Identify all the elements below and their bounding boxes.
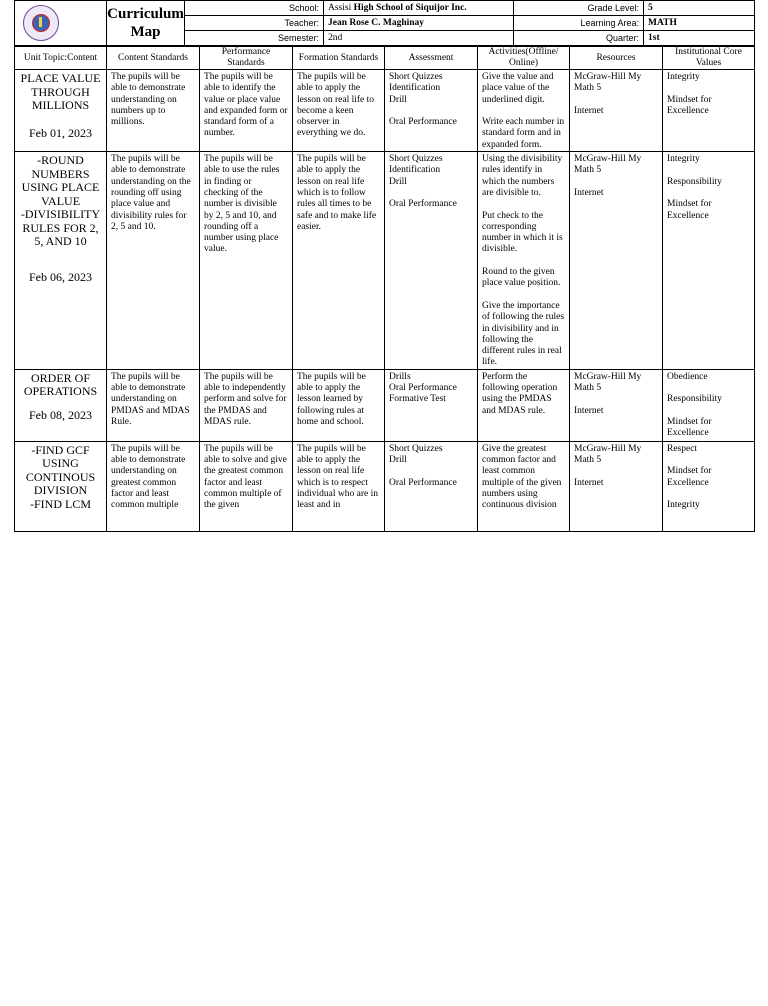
formation-standards-cell: The pupils will be able to apply the lesson learned by following rules at home and school. [293, 369, 385, 441]
assessment-cell: Short Quizzes Identification Drill Oral Performance [385, 152, 478, 370]
activities-cell: Give the value and place value of the underlined digit. Write each number in standard form and in expanded form. [478, 70, 570, 152]
performance-standards-cell: The pupils will be able to use the rules in finding or checking of the number is divisible by 2, 5 and 10, and rounding off a number using place value. [200, 152, 293, 370]
column-header: Assessment [385, 47, 478, 70]
document-header [14, 0, 755, 46]
teacher-label: Teacher: [185, 16, 324, 31]
column-header: Performance Standards [200, 47, 293, 70]
resources-cell: McGraw-Hill My Math 5 Internet [570, 441, 663, 531]
curriculum-table [14, 46, 755, 532]
curriculum-map-document [14, 0, 754, 511]
activities-cell: Using the divisibility rules identify in which the numbers are divisible to. Put check to the corresponding number in which it is divisible. Round to the given place value position. Give the importance of following the rules in divisibility and in following the different rules in real life. [478, 152, 570, 370]
unit-topic-cell [15, 441, 107, 531]
table-row [15, 152, 755, 370]
page-title: Curriculum Map [107, 1, 185, 46]
table-header-row [15, 47, 755, 70]
unit-date: Feb 01, 2023 [29, 125, 92, 140]
core-values-cell: Respect Mindset for Excellence Integrity [663, 441, 755, 531]
column-header: Activities(Offline/ Online) [478, 47, 570, 70]
formation-standards-cell: The pupils will be able to apply the lesson on real life which is to follow rules all times to be safe and to make life easier. [293, 152, 385, 370]
assessment-cell: Short Quizzes Drill Oral Performance [385, 441, 478, 531]
core-values-cell: Integrity Mindset for Excellence [663, 70, 755, 152]
column-header: Resources [570, 47, 663, 70]
unit-date: Feb 06, 2023 [29, 269, 92, 284]
content-standards-cell: The pupils will be able to demonstrate understanding on the rounding off using place value and divisibility rules for 2, 5 and 10. [107, 152, 200, 370]
formation-standards-cell: The pupils will be able to apply the lesson on real life which is to respect individual who are in least and in [293, 441, 385, 531]
content-standards-cell: The pupils will be able to demonstrate understanding on numbers up to millions. [107, 70, 200, 152]
table-row [15, 70, 755, 152]
learning-area-label: Learning Area: [514, 16, 644, 31]
school-value: Assisi High School of Siquijor Inc. [324, 1, 514, 16]
table-row [15, 369, 755, 441]
grade-level-value: 5 [644, 1, 755, 16]
performance-standards-cell: The pupils will be able to independently perform and solve for the PMDAS and MDAS rule. [200, 369, 293, 441]
table-row [15, 441, 755, 531]
school-label: School: [185, 1, 324, 16]
quarter-value: 1st [644, 31, 755, 46]
assessment-cell: Short Quizzes Identification Drill Oral Performance [385, 70, 478, 152]
unit-topic-cell [15, 70, 107, 152]
unit-topic-cell [15, 152, 107, 370]
teacher-value: Jean Rose C. Maghinay [324, 16, 514, 31]
column-header: Institutional Core Values [663, 47, 755, 70]
resources-cell: McGraw-Hill My Math 5 Internet [570, 70, 663, 152]
assessment-cell: Drills Oral Performance Formative Test [385, 369, 478, 441]
core-values-cell: Obedience Responsibility Mindset for Excellence [663, 369, 755, 441]
grade-level-label: Grade Level: [514, 1, 644, 16]
semester-label: Semester: [185, 31, 324, 46]
resources-cell: McGraw-Hill My Math 5 Internet [570, 369, 663, 441]
content-standards-cell: The pupils will be able to demonstrate understanding on PMDAS and MDAS Rule. [107, 369, 200, 441]
unit-date: Feb 08, 2023 [29, 407, 92, 422]
logo-cell [15, 1, 107, 46]
unit-topic: PLACE VALUE THROUGH MILLIONS [20, 71, 101, 112]
unit-topic: ORDER OF OPERATIONS [23, 370, 98, 399]
activities-cell: Perform the following operation using the PMDAS and MDAS rule. [478, 369, 570, 441]
activities-cell: Give the greatest common factor and least common multiple of the given numbers using continuous division [478, 441, 570, 531]
core-values-cell: Integrity Responsibility Mindset for Excellence [663, 152, 755, 370]
performance-standards-cell: The pupils will be able to solve and give the greatest common factor and least common multiple of the given [200, 441, 293, 531]
deped-seal-icon [23, 5, 59, 41]
semester-value: 2nd [324, 31, 514, 46]
learning-area-value: MATH [644, 16, 755, 31]
resources-cell: McGraw-Hill My Math 5 Internet [570, 152, 663, 370]
quarter-label: Quarter: [514, 31, 644, 46]
unit-topic: -FIND GCF USING CONTINOUS DIVISION -FIND LCM [25, 442, 96, 511]
column-header: Unit Topic:Content [15, 47, 107, 70]
content-standards-cell: The pupils will be able to demonstrate understanding on greatest common factor and least common multiple [107, 441, 200, 531]
formation-standards-cell: The pupils will be able to apply the lesson on real life to become a keen observer in everything we do. [293, 70, 385, 152]
column-header: Content Standards [107, 47, 200, 70]
column-header: Formation Standards [293, 47, 385, 70]
performance-standards-cell: The pupils will be able to identify the value or place value and expanded form or standard form of a number. [200, 70, 293, 152]
unit-topic-cell [15, 369, 107, 441]
unit-topic: -ROUND NUMBERS USING PLACE VALUE -DIVISIBILITY RULES FOR 2, 5, AND 10 [20, 153, 101, 249]
